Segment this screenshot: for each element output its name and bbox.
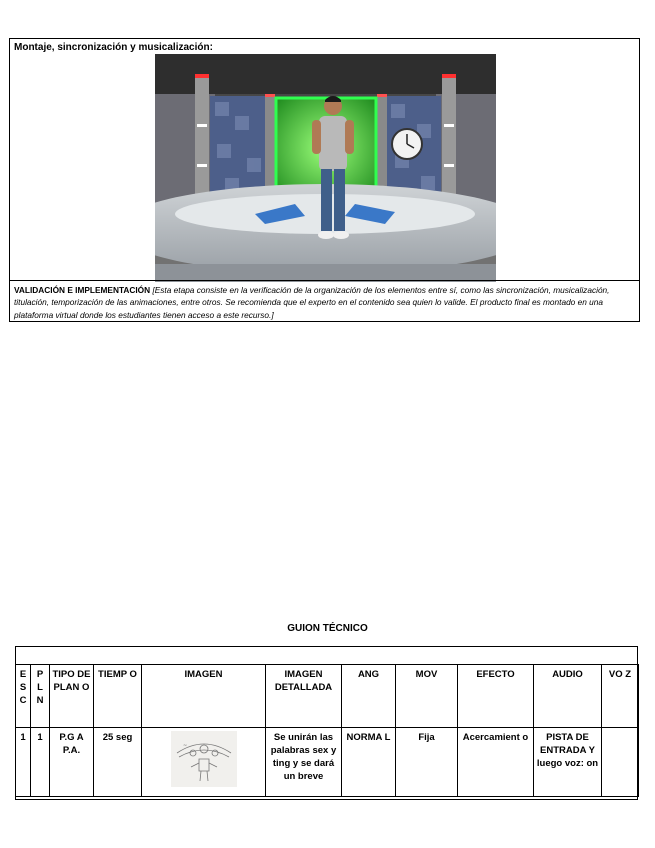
header-imagen: IMAGEN bbox=[142, 665, 266, 728]
guion-title: GUION TÉCNICO bbox=[287, 623, 368, 634]
validacion-text bbox=[10, 280, 639, 321]
montaje-section bbox=[9, 38, 640, 322]
cell-mov: Fija bbox=[396, 728, 458, 797]
svg-text:~: ~ bbox=[182, 743, 187, 749]
header-imagen-detallada: IMAGEN DETALLADA bbox=[266, 665, 342, 728]
cell-efecto: Acercamient o bbox=[458, 728, 534, 797]
cell-esc: 1 bbox=[16, 728, 31, 797]
cell-ang: NORMA L bbox=[342, 728, 396, 797]
cell-tipo: P.G A P.A. bbox=[50, 728, 94, 797]
guion-table-frame bbox=[15, 646, 638, 800]
sketch-drawing-image bbox=[171, 731, 237, 787]
header-tipo-plano: TIPO DE PLAN O bbox=[50, 665, 94, 728]
header-mov: MOV bbox=[396, 665, 458, 728]
cell-imagen-detallada: Se unirán las palabras sex y ting y se dará un breve bbox=[266, 728, 342, 797]
cell-imagen bbox=[142, 728, 266, 797]
header-voz: VO Z bbox=[602, 665, 639, 728]
montaje-title: Montaje, sincronización y musicalización: bbox=[14, 42, 213, 53]
header-tiempo: TIEMP O bbox=[94, 665, 142, 728]
header-pln: P L N bbox=[31, 665, 50, 728]
studio-photo bbox=[155, 54, 496, 282]
cell-tiempo: 25 seg bbox=[94, 728, 142, 797]
header-ang: ANG bbox=[342, 665, 396, 728]
validacion-label: VALIDACIÓN E IMPLEMENTACIÓN bbox=[14, 285, 151, 295]
table-row bbox=[16, 728, 639, 797]
cell-voz bbox=[602, 728, 639, 797]
cell-pln: 1 bbox=[31, 728, 50, 797]
header-efecto: EFECTO bbox=[458, 665, 534, 728]
studio-scene-image bbox=[155, 54, 496, 282]
header-esc: E S C bbox=[16, 665, 31, 728]
cell-audio: PISTA DE ENTRADA Y luego voz: on bbox=[534, 728, 602, 797]
validacion-description: [Esta etapa consiste en la verificación de la organización de los elementos entre sí, como las sincronización, musicalización, titulación, temporización de las animaciones, entre otros. Se recomienda que el experto en el contenido sea quien lo valide. El producto final es montado en una plataforma virtual donde los estudiantes tienen acceso a este recurso.] bbox=[14, 285, 610, 320]
table-header-row bbox=[16, 665, 639, 728]
guion-table bbox=[15, 664, 639, 797]
header-audio: AUDIO bbox=[534, 665, 602, 728]
